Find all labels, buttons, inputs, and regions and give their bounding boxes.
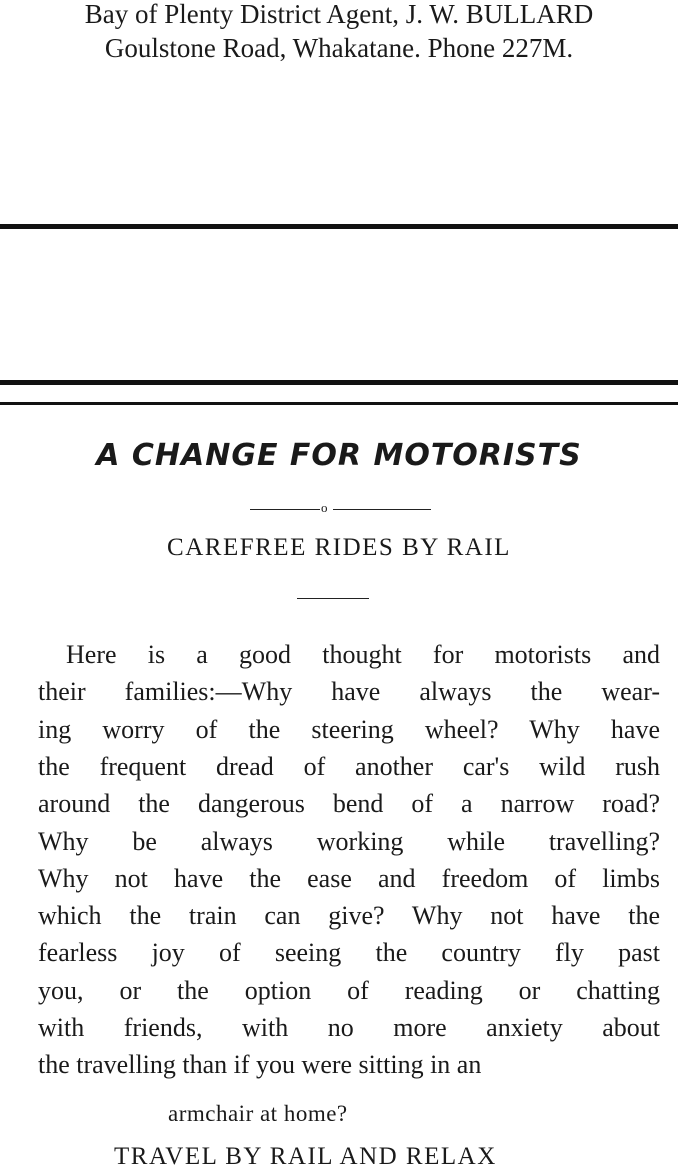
agent-name-line: Bay of Plenty District Agent, J. W. BULLARD — [84, 0, 594, 29]
closing-line: armchair at home? — [168, 1101, 348, 1126]
body-line: ing worry of the steering wheel? Why have — [38, 715, 660, 744]
body-line: which the train can give? Why not have the — [38, 901, 660, 930]
body-line: fearless joy of seeing the country fly past — [38, 938, 660, 967]
body-line: you, or the option of reading or chatting — [38, 976, 660, 1005]
body-line: Here is a good thought for motorists and — [66, 640, 660, 669]
separator-left-rule — [250, 509, 320, 510]
separator-mark: o — [321, 500, 328, 515]
slogan: TRAVEL BY RAIL AND RELAX — [114, 1143, 497, 1170]
double-rule-top — [0, 380, 678, 385]
body-line: the frequent dread of another car's wild rush — [38, 752, 660, 781]
section-rule — [0, 224, 678, 229]
separator-right-rule — [333, 509, 431, 510]
subheading-rule — [297, 598, 369, 599]
double-rule-bottom — [0, 402, 678, 405]
body-line: around the dangerous bend of a narrow road? — [38, 789, 660, 818]
body-line: the travelling than if you were sitting in an — [38, 1050, 482, 1079]
body-line: Why be always working while travelling? — [38, 827, 660, 856]
body-line: their families:—Why have always the wear- — [38, 677, 660, 706]
agent-address-line: Goulstone Road, Whakatane. Phone 227M. — [104, 33, 574, 63]
article-headline: A CHANGE FOR MOTORISTS — [96, 438, 582, 473]
body-line: with friends, with no more anxiety about — [38, 1013, 660, 1042]
body-line: Why not have the ease and freedom of limbs — [38, 864, 660, 893]
article-subheading: CAREFREE RIDES BY RAIL — [167, 534, 511, 561]
